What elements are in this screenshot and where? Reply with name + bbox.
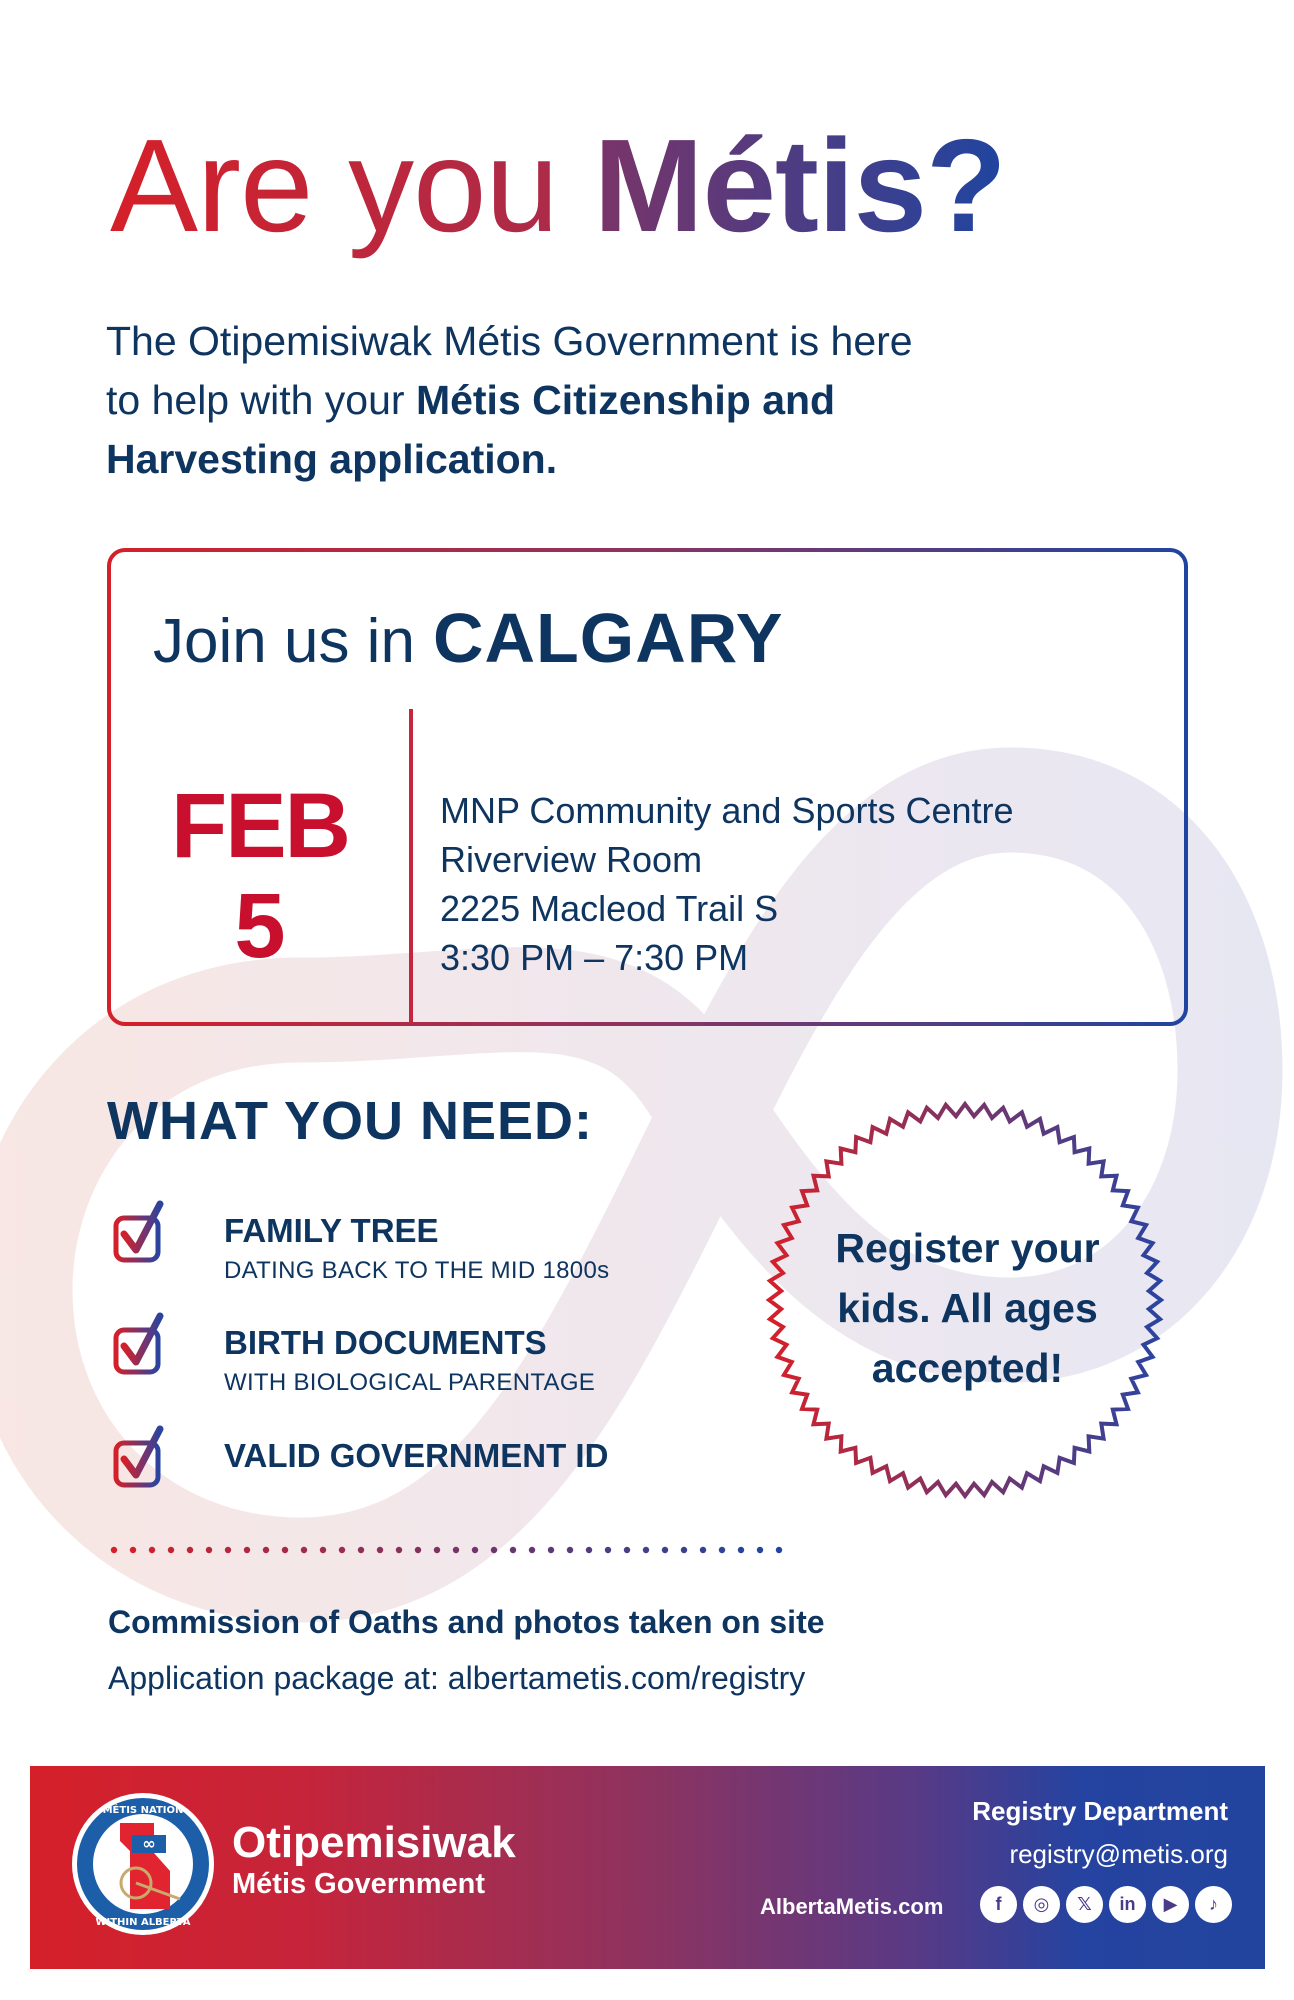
oaths-note: Commission of Oaths and photos taken on site (108, 1604, 825, 1640)
join-label: Join us in (153, 607, 415, 676)
badge-line-2: kids. All ages (837, 1285, 1098, 1331)
application-package-note: Application package at: albertametis.com/registry (108, 1660, 806, 1696)
requirement-subtitle: DATING BACK TO THE MID 1800s (224, 1257, 610, 1284)
requirement-title: FAMILY TREE (224, 1212, 439, 1249)
org-name: Otipemisiwak (232, 1818, 516, 1867)
badge-line-1: Register your (835, 1225, 1100, 1271)
intro-line-3 (106, 430, 1156, 489)
checkbox-checked-icon (112, 1312, 168, 1376)
intro-line-3-bold: Harvesting application. (106, 436, 558, 482)
svg-text:MÉTIS NATION: MÉTIS NATION (102, 1805, 184, 1816)
intro-line-2-bold: Métis Citizenship and (415, 377, 836, 423)
venue-name: MNP Community and Sports Centre (440, 790, 1014, 831)
dotted-divider (110, 1543, 790, 1557)
intro-line-2 (106, 371, 1156, 430)
youtube-icon[interactable]: ▶ (1152, 1886, 1189, 1923)
social-links (980, 1886, 1232, 1923)
facebook-icon[interactable]: f (980, 1886, 1017, 1923)
event-time: 3:30 PM – 7:30 PM (440, 937, 749, 978)
event-month: FEB (171, 775, 349, 877)
title-part-2: Métis? (593, 112, 1006, 259)
org-subtitle: Métis Government (232, 1868, 485, 1900)
svg-text:∞: ∞ (142, 1834, 156, 1853)
badge-text (790, 1218, 1145, 1398)
checkbox-checked-icon (112, 1200, 168, 1264)
linkedin-icon[interactable]: in (1109, 1886, 1146, 1923)
instagram-icon[interactable]: ◎ (1023, 1886, 1060, 1923)
checkbox-checked-icon (112, 1425, 168, 1489)
event-day: 5 (234, 875, 286, 977)
metis-nation-logo (70, 1791, 216, 1937)
intro-paragraph (106, 312, 1156, 489)
venue-room: Riverview Room (440, 839, 703, 880)
intro-line-1: The Otipemisiwak Métis Government is here (106, 318, 913, 364)
contact-email-link[interactable]: registry@metis.org (1009, 1839, 1228, 1869)
x-icon[interactable]: 𝕏 (1066, 1886, 1103, 1923)
event-date (130, 775, 390, 977)
requirement-title: VALID GOVERNMENT ID (224, 1437, 609, 1474)
intro-line-2-regular: to help with your (106, 377, 416, 423)
event-location-heading (153, 598, 783, 678)
department-label: Registry Department (972, 1796, 1228, 1826)
svg-text:WITHIN ALBERTA: WITHIN ALBERTA (95, 1917, 191, 1928)
requirements-heading: WHAT YOU NEED: (107, 1091, 593, 1151)
tiktok-icon[interactable]: ♪ (1195, 1886, 1232, 1923)
requirement-title: BIRTH DOCUMENTS (224, 1324, 547, 1361)
website-link[interactable]: AlbertaMetis.com (760, 1894, 944, 1919)
requirement-subtitle: WITH BIOLOGICAL PARENTAGE (224, 1369, 596, 1396)
event-venue-details (440, 786, 1014, 982)
page-title (110, 112, 1006, 259)
event-city: CALGARY (432, 599, 784, 677)
venue-address: 2225 Macleod Trail S (440, 888, 779, 929)
badge-line-3: accepted! (871, 1345, 1064, 1391)
title-part-1: Are you (110, 112, 594, 259)
